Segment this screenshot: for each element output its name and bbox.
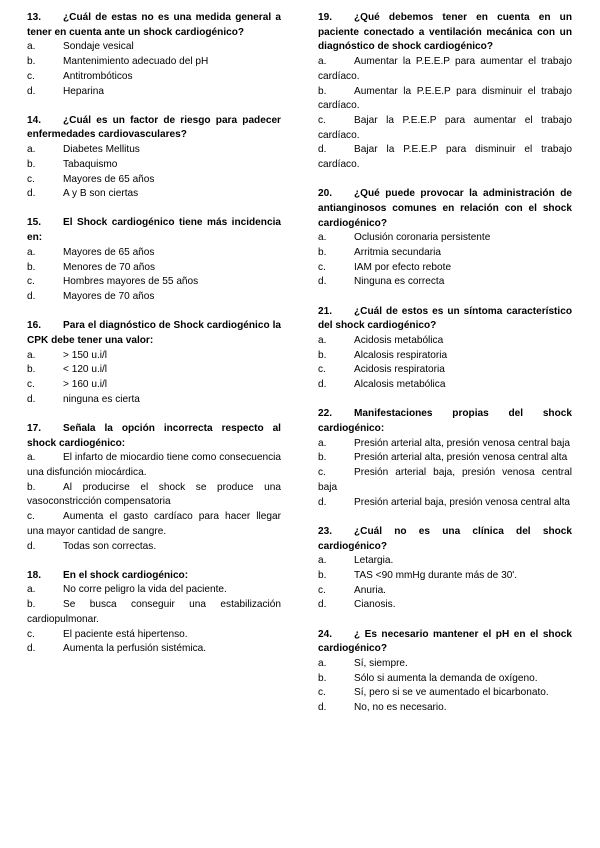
option-text: Sí, siempre. [354, 657, 408, 669]
option-text: Sondaje vesical [63, 41, 134, 53]
option-text: Mayores de 65 años [63, 173, 155, 185]
option-letter: c. [318, 687, 326, 699]
option [318, 701, 572, 716]
option [27, 261, 281, 276]
option [318, 55, 572, 84]
option [27, 642, 281, 657]
option [318, 363, 572, 378]
option-letter: a. [318, 657, 327, 669]
option [27, 290, 281, 305]
option-letter: c. [27, 70, 35, 82]
option-text: Al producirse el shock se produce una vasoconstricción compensatoria [27, 481, 281, 508]
option [27, 598, 281, 627]
option-text: No corre peligro la vida del paciente. [63, 584, 227, 596]
question-number: 24. [318, 628, 333, 640]
option-letter: a. [27, 41, 36, 53]
question-number: 23. [318, 525, 333, 537]
option-letter: d. [27, 643, 36, 655]
option-letter: c. [318, 261, 326, 273]
option-letter: b. [27, 481, 36, 493]
option-letter: a. [27, 246, 36, 258]
option [318, 261, 572, 276]
option-text: Menores de 70 años [63, 261, 156, 273]
option-letter: b. [318, 452, 327, 464]
option-letter: a. [27, 349, 36, 361]
option [27, 349, 281, 364]
question-heading [318, 305, 572, 334]
option-letter: d. [318, 702, 327, 714]
option [318, 378, 572, 393]
question-heading [27, 422, 281, 451]
option [318, 496, 572, 511]
option-text: Aumentar la P.E.E.P para disminuir el trabajo cardíaco. [318, 85, 572, 112]
option [27, 393, 281, 408]
option-letter: b. [27, 56, 36, 68]
option-text: Aumenta el gasto cardíaco para hacer llegar una mayor cantidad de sangre. [27, 511, 281, 537]
question-23 [318, 525, 572, 613]
option-text: Bajar la P.E.E.P para disminuir el trabajo cardíaco. [318, 144, 572, 171]
option-text: Presión arterial alta, presión venosa central baja [354, 437, 571, 449]
option-text: Aumenta la perfusión sistémica. [63, 643, 207, 655]
option-text: Alcalosis respiratoria [354, 349, 448, 361]
question-text: ¿Cuál de estos es un síntoma característico del shock cardiogénico? [318, 305, 572, 332]
question-text: ¿ Es necesario mantener el pH en el shock cardiogénico? [318, 628, 572, 655]
question-heading [318, 407, 572, 436]
option-text: Acidosis respiratoria [354, 364, 445, 376]
option-letter: a. [318, 555, 327, 567]
option [27, 55, 281, 70]
question-heading [27, 216, 281, 245]
option-letter: d. [27, 290, 36, 302]
option-text: El paciente está hipertenso. [63, 628, 188, 640]
question-number: 13. [27, 12, 42, 23]
option [27, 173, 281, 188]
question-number: 20. [318, 188, 333, 200]
option-letter: c. [27, 511, 35, 523]
option-letter: b. [27, 599, 36, 611]
option-text: Sólo si aumenta la demanda de oxígeno. [354, 672, 538, 684]
option [27, 510, 281, 539]
question-heading [27, 11, 281, 40]
option [318, 114, 572, 143]
question-19 [318, 11, 572, 173]
left-column [27, 11, 281, 671]
option-text: IAM por efecto rebote [354, 261, 452, 273]
option [318, 554, 572, 569]
option-letter: a. [27, 452, 36, 464]
option-letter: d. [318, 144, 327, 156]
question-21 [318, 305, 572, 393]
option-letter: d. [318, 496, 327, 508]
option [318, 672, 572, 687]
option-text: Mantenimiento adecuado del pH [63, 56, 209, 68]
option [318, 85, 572, 114]
option-letter: b. [27, 364, 36, 376]
question-number: 18. [27, 569, 42, 581]
question-text: ¿Cuál no es una clínica del shock cardiogénico? [318, 525, 572, 552]
option-letter: d. [27, 540, 36, 552]
option [318, 657, 572, 672]
option-letter: a. [27, 584, 36, 596]
option-letter: a. [318, 56, 327, 68]
right-column [318, 11, 572, 730]
question-heading [318, 525, 572, 554]
option [318, 686, 572, 701]
option [318, 569, 572, 584]
question-number: 16. [27, 320, 42, 332]
option [318, 349, 572, 364]
option-text: Anuria. [354, 584, 386, 596]
question-heading [27, 319, 281, 348]
option-letter: b. [318, 349, 327, 361]
option [318, 231, 572, 246]
option-letter: c. [318, 467, 326, 479]
option-text: Todas son correctas. [63, 540, 157, 552]
question-text: Señala la opción incorrecta respecto al shock cardiogénico: [27, 422, 281, 449]
option [318, 466, 572, 495]
option-letter: d. [27, 188, 36, 200]
option-text: > 160 u.i/l [63, 378, 108, 390]
question-heading [318, 11, 572, 55]
option [318, 334, 572, 349]
option-letter: b. [318, 569, 327, 581]
option [318, 437, 572, 452]
option-letter: b. [27, 158, 36, 170]
question-text: ¿Cuál de estas no es una medida general a tener en cuenta ante un shock cardiogénico? [27, 12, 281, 38]
option-text: Arritmia secundaria [354, 247, 441, 259]
question-text: ¿Qué debemos tener en cuenta en un paciente conectado a ventilación mecánica con un diagnóstico de shock cardiogénico? [318, 12, 572, 53]
option-letter: c. [27, 276, 35, 288]
option-text: Mayores de 70 años [63, 290, 155, 302]
question-22 [318, 407, 572, 510]
option-text: Mayores de 65 años [63, 246, 155, 258]
option-text: Presión arterial baja, presión venosa central alta [354, 496, 571, 508]
option-text: Hombres mayores de 55 años [63, 276, 199, 288]
option-text: Letargia. [354, 555, 394, 567]
option-text: Tabaquismo [63, 158, 118, 170]
option-letter: c. [27, 628, 35, 640]
option [27, 540, 281, 555]
option-text: Bajar la P.E.E.P para aumentar el trabajo cardíaco. [318, 114, 572, 141]
option [27, 451, 281, 480]
option-letter: b. [27, 261, 36, 273]
option-text: Alcalosis metabólica [354, 379, 446, 391]
option-text: Presión arterial baja, presión venosa central baja [318, 467, 572, 493]
option [27, 158, 281, 173]
option-letter: d. [318, 379, 327, 391]
question-number: 15. [27, 217, 42, 229]
option [318, 143, 572, 172]
option [27, 40, 281, 55]
question-18 [27, 569, 281, 657]
option-text: Presión arterial alta, presión venosa central alta [354, 452, 568, 464]
option-letter: a. [27, 144, 36, 156]
option-letter: c. [318, 364, 326, 376]
option-letter: b. [318, 85, 327, 97]
option [27, 275, 281, 290]
question-text: ¿Cuál es un factor de riesgo para padecer enfermedades cardiovasculares? [27, 114, 281, 141]
option-text: Sí, pero si se ve aumentado el bicarbonato. [354, 687, 549, 699]
option [318, 598, 572, 613]
option [27, 70, 281, 85]
option-text: Ninguna es correcta [354, 276, 445, 288]
option-text: Heparina [63, 85, 104, 97]
option [318, 275, 572, 290]
option-text: Aumentar la P.E.E.P para aumentar el trabajo cardíaco. [318, 56, 572, 82]
question-text: En el shock cardiogénico: [63, 569, 189, 581]
question-17 [27, 422, 281, 554]
question-16 [27, 319, 281, 407]
question-13 [27, 11, 281, 99]
question-heading [318, 628, 572, 657]
option-text: Se busca conseguir una estabilización cardiopulmonar. [27, 599, 281, 625]
option [27, 187, 281, 202]
option-text: Oclusión coronaria persistente [354, 232, 491, 244]
option-text: Cianosis. [354, 599, 396, 611]
option [318, 584, 572, 599]
option-text: < 120 u.i/l [63, 364, 108, 376]
option [27, 628, 281, 643]
option-text: Diabetes Mellitus [63, 144, 140, 156]
question-text: Para el diagnóstico de Shock cardiogénico la CPK debe tener una valor: [27, 320, 281, 346]
question-heading [27, 114, 281, 143]
option-letter: c. [318, 584, 326, 596]
option [27, 363, 281, 378]
question-number: 21. [318, 305, 333, 317]
option-text: Antitrombóticos [63, 70, 133, 82]
option [318, 451, 572, 466]
question-number: 17. [27, 422, 42, 434]
question-text: El Shock cardiogénico tiene más incidencia en: [27, 217, 281, 244]
option [27, 583, 281, 598]
option-letter: b. [318, 247, 327, 259]
option-letter: d. [318, 599, 327, 611]
question-number: 19. [318, 12, 333, 23]
question-text: Manifestaciones propias del shock cardiogénico: [318, 408, 572, 435]
option [318, 246, 572, 261]
question-14 [27, 114, 281, 202]
option-letter: d. [318, 276, 327, 288]
option [27, 85, 281, 100]
question-24 [318, 628, 572, 716]
option-letter: a. [318, 232, 327, 244]
option [27, 143, 281, 158]
question-20 [318, 187, 572, 290]
option-text: ninguna es cierta [63, 393, 140, 405]
option [27, 481, 281, 510]
option-text: Acidosis metabólica [354, 335, 444, 347]
option-text: > 150 u.i/l [63, 349, 108, 361]
option-letter: a. [318, 335, 327, 347]
question-text: ¿Qué puede provocar la administración de antianginosos comunes en relación con el shock cardiogénico? [318, 188, 572, 229]
option-letter: c. [27, 173, 35, 185]
option-letter: c. [318, 114, 326, 126]
question-heading [27, 569, 281, 584]
question-number: 22. [318, 408, 333, 420]
option-letter: d. [27, 393, 36, 405]
option-text: No, no es necesario. [354, 702, 447, 714]
option [27, 378, 281, 393]
option-text: TAS <90 mmHg durante más de 30'. [354, 569, 518, 581]
option-text: El infarto de miocardio tiene como consecuencia una disfunción miocárdica. [27, 452, 281, 478]
option-letter: a. [318, 437, 327, 449]
question-heading [318, 187, 572, 231]
option-letter: b. [318, 672, 327, 684]
question-15 [27, 216, 281, 304]
option [27, 246, 281, 261]
question-number: 14. [27, 114, 42, 126]
option-letter: d. [27, 85, 36, 97]
option-text: A y B son ciertas [63, 188, 139, 200]
option-letter: c. [27, 378, 35, 390]
